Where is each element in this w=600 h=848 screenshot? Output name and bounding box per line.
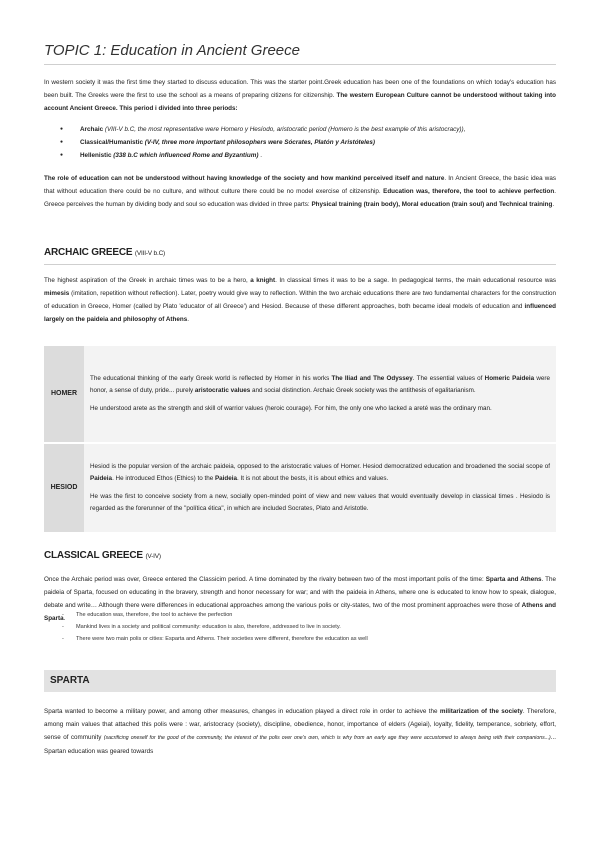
sparta-paragraph: Sparta wanted to become a military power, and among other measures, changes in education played a direct role in order to achieve the militarization of the society. Therefore, among main values that attached this polis were : war, aristocracy (society), discipline, obedience, honor, importance of elders (Ageiai), loyalty, fidelity, temperance, sobriety, effort, sense of community (sacrificing oneself for the good of the community, the interest of the polis over one's own, which is why from an early age they were accustomed to always being with their companions...)... Spartan education was geared towards (44, 708, 557, 755)
notes-list (62, 609, 556, 645)
table-row-homer (44, 346, 556, 443)
row-label: HESIOD (44, 443, 84, 533)
archaic-rule (44, 264, 556, 265)
homer-hesiod-table (44, 346, 556, 534)
intro-bold: The western European Culture cannot be understood without taking into account Ancient Greece. (44, 92, 557, 112)
period-item-hellenistic: ● Hellenistic (338 b.C which influenced Rome and Byzantium) . (60, 149, 556, 162)
period-item-archaic: ● Archaic (VIII-V b.C, the most representative were Homero y Hesíodo, aristocratic period (Homero is the best example of this aristocracy)), (60, 123, 556, 136)
role-paragraph: The role of education can not be understood without having knowledge of the society and how mankind perceived itself and nature. In Ancient Greece, the basic idea was that without education there could be no culture, and without culture there could be no model exercise of citizenship. Education was, therefore, the tool to achieve perfection. Greece perceives the human by dividing body and soul so education was divided in three parts: Physical training (train body), Moral education (train soul) and Technical training. (44, 175, 557, 208)
list-item: - There were two main polis or cities: Esparta and Athens. Their societies were different, therefore the education as well (62, 633, 556, 645)
list-item: - The education was, therefore, the tool to achieve the perfection (62, 609, 556, 621)
row-label: HOMER (44, 346, 84, 443)
row-text: The educational thinking of the early Greek world is reflected by Homer in his works The Iliad and The Odyssey. The essential values of Homeric Paideia were honor, a sense of duty, pride... purely aristocratic values and social distinction. Archaic Greek society was the antithesis of egalitarianism. He understood arete as the strength and skill of warrior values (heroic courage). For him, the only one who lacked a areté was the ordinary man. (84, 346, 556, 443)
classical-paragraph: Once the Archaic period was over, Greece entered the Classicim period. A time dominated by the rivalry between two of the most important polis of the time: Sparta and Athens. The paideia of Sparta, focused on educating in the bravery, strength and honor necessary for war; and with the paideia in Athens, where one is educated to know how to speak, dialogue, debate and write… Although there were differences in educational approaches among the various polis or city-states, two of the most prominent approaches were those of Athens and Sparta. (44, 576, 557, 622)
table-row-hesiod (44, 443, 556, 533)
archaic-heading: ARCHAIC GREECE (VIII-V b.C) (44, 247, 166, 258)
archaic-paragraph: The highest aspiration of the Greek in archaic times was to be a hero, a knight. In classical times it was to be a sage. In pedagogical terms, the main educational resource was mimesis (imitation, repetition without reflection). Later, poetry would give way to reflection. Within the two archaic educations there are two fundamental characters for the construction of education in Greece, Homer (called by Plato 'educator of all Greece') and Hesiod. Because of these different approaches, both became ideal models of education and influenced largely on the paideia and philosophy of Athens. (44, 277, 557, 323)
intro-paragraph (44, 76, 556, 115)
list-item: - Mankind lives in a society and political community: education is also, therefore, addressed to live in society. (62, 621, 556, 633)
intro-bold-periods: This period i divided into three periods: (119, 105, 238, 112)
sparta-heading: SPARTA (50, 675, 90, 686)
intro-text: In western society it was the first time they started to discuss education. This was the starter point.Greek education has been one of the foundations on which today's education has been built. The Greeks were the first to use the school as a means of preparing citizens for citizenship. (44, 79, 556, 99)
sparta-heading-bar (44, 670, 556, 692)
periods-list (60, 123, 556, 162)
row-text: Hesiod is the popular version of the archaic paideia, opposed to the aristocratic values of Homer. Hesiod democratized education and broadened the social scope of Paideia. He introduced Ethos (Ethics) to the Paideia. It is not about the bests, it is about ethics and values. He was the first to conceive society from a new, socially open-minded point of view and new values that would eventually develop in classical times . Hesiodo is regarded as the forerunner of the "política ética", in which are included Socrates, Plato and Aristotle. (84, 443, 556, 533)
period-item-classical: ● Classical/Humanistic (V-IV, three more important philosophers were Sócrates, Platón y Aristóteles) (60, 136, 556, 149)
title-rule (44, 64, 556, 65)
page-title: TOPIC 1: Education in Ancient Greece (44, 42, 300, 59)
classical-heading: CLASSICAL GREECE (V-IV) (44, 550, 161, 561)
